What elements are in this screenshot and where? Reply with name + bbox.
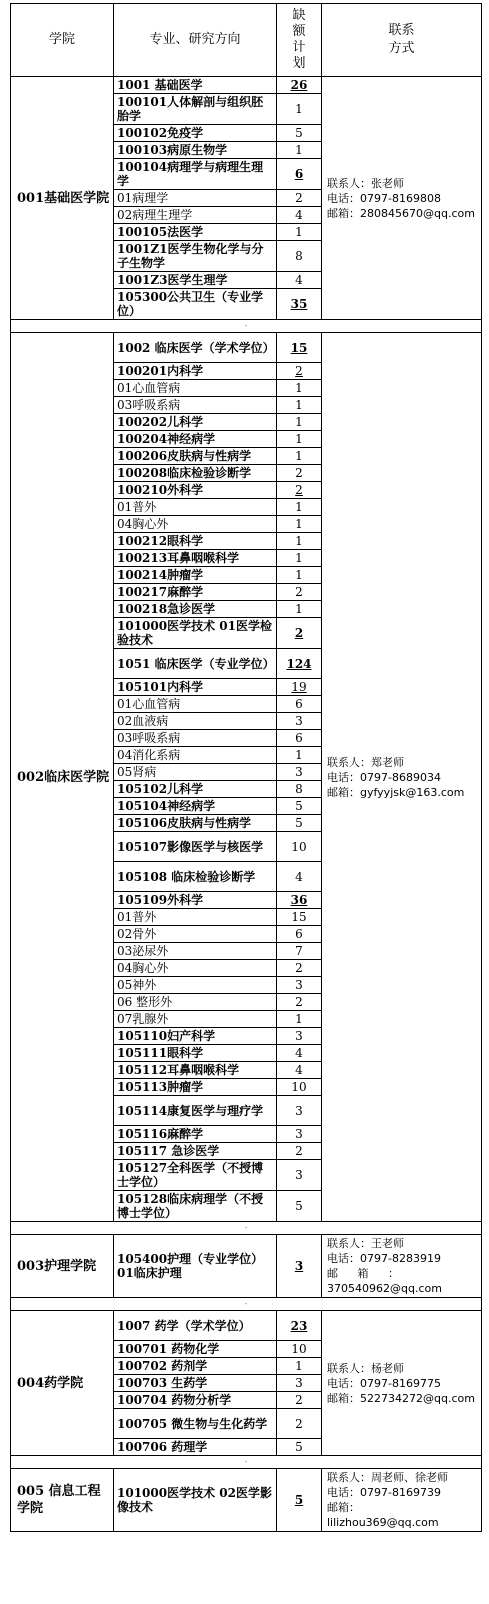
contact-email: lilizhou369@qq.com [327, 1516, 439, 1529]
quota-cell: 4 [277, 1045, 322, 1062]
separator-mark: - [11, 1298, 482, 1311]
quota-cell: 1 [277, 516, 322, 533]
separator-mark: - [11, 320, 482, 333]
major-cell: 02骨外 [114, 926, 277, 943]
table-row [11, 1469, 482, 1532]
major-cell: 100213耳鼻咽喉科学 [114, 550, 277, 567]
quota-cell: 3 [277, 1235, 322, 1298]
major-cell: 100102免疫学 [114, 125, 277, 142]
quota-cell: 2 [277, 960, 322, 977]
major-cell: 1007 药学（学术学位） [114, 1311, 277, 1341]
major-cell: 105108 临床检验诊断学 [114, 862, 277, 892]
major-cell: 03呼吸系病 [114, 730, 277, 747]
major-cell: 105117 急诊医学 [114, 1143, 277, 1160]
major-cell: 105111眼科学 [114, 1045, 277, 1062]
quota-cell: 1 [277, 533, 322, 550]
header-major: 专业、研究方向 [114, 4, 277, 77]
contact-person: 联系人：郑老师 [327, 755, 404, 769]
quota-cell: 6 [277, 159, 322, 190]
major-cell: 100105法医学 [114, 224, 277, 241]
major-cell: 101000医学技术 02医学影像技术 [114, 1469, 277, 1532]
major-cell: 02血液病 [114, 713, 277, 730]
major-cell: 01普外 [114, 499, 277, 516]
quota-cell: 1 [277, 499, 322, 516]
quota-cell: 2 [277, 618, 322, 649]
major-cell: 105300公共卫生（专业学位） [114, 289, 277, 320]
major-cell: 105107影像医学与核医学 [114, 832, 277, 862]
major-cell: 04胸心外 [114, 960, 277, 977]
quota-cell: 10 [277, 1079, 322, 1096]
quota-cell: 15 [277, 333, 322, 363]
contact-email-label: 邮箱： [327, 1501, 360, 1514]
separator-mark: - [11, 1222, 482, 1235]
contact-phone: 电话：0797-8169739 [327, 1486, 441, 1499]
contact-info [322, 77, 482, 320]
major-cell: 07乳腺外 [114, 1011, 277, 1028]
quota-cell: 3 [277, 977, 322, 994]
quota-cell: 3 [277, 1375, 322, 1392]
contact-phone: 电话：0797-8169775 [327, 1376, 441, 1390]
contact-email: 邮箱：gyfyyjsk@163.com [327, 785, 465, 799]
quota-cell: 6 [277, 730, 322, 747]
table-row [11, 77, 482, 94]
major-cell: 01普外 [114, 909, 277, 926]
quota-cell: 1 [277, 567, 322, 584]
contact-info [322, 1311, 482, 1456]
header-row [11, 4, 482, 77]
major-cell: 1051 临床医学（专业学位） [114, 649, 277, 679]
major-cell: 100703 生药学 [114, 1375, 277, 1392]
quota-cell: 23 [277, 1311, 322, 1341]
quota-cell: 3 [277, 1126, 322, 1143]
college-name: 002临床医学院 [11, 333, 114, 1222]
quota-cell: 3 [277, 1028, 322, 1045]
major-cell: 100103病原生物学 [114, 142, 277, 159]
quota-cell: 1 [277, 380, 322, 397]
quota-cell: 5 [277, 1191, 322, 1222]
major-cell: 100706 药理学 [114, 1439, 277, 1456]
table-row [11, 333, 482, 363]
contact-email: 邮箱：280845670@qq.com [327, 206, 475, 220]
quota-cell: 1 [277, 414, 322, 431]
quota-cell: 36 [277, 892, 322, 909]
header-quota: 缺 额 计 划 [277, 4, 322, 77]
quota-cell: 1 [277, 224, 322, 241]
quota-cell: 2 [277, 1409, 322, 1439]
major-cell: 100212眼科学 [114, 533, 277, 550]
quota-cell: 6 [277, 926, 322, 943]
contact-phone: 电话：0797-8283919 [327, 1252, 441, 1265]
major-cell: 100202儿科学 [114, 414, 277, 431]
quota-cell: 1 [277, 448, 322, 465]
major-cell: 02病理生理学 [114, 207, 277, 224]
quota-cell: 1 [277, 142, 322, 159]
major-cell: 100218急诊医学 [114, 601, 277, 618]
major-cell: 1001 基础医学 [114, 77, 277, 94]
college-name: 004药学院 [11, 1311, 114, 1456]
major-cell: 100104病理学与病理生理学 [114, 159, 277, 190]
quota-cell: 2 [277, 584, 322, 601]
quota-cell: 3 [277, 1096, 322, 1126]
major-cell: 105101内科学 [114, 679, 277, 696]
contact-email-label: 邮 箱 ： [327, 1267, 407, 1280]
contact-person: 联系人：张老师 [327, 176, 404, 190]
quota-cell: 35 [277, 289, 322, 320]
quota-cell: 26 [277, 77, 322, 94]
major-cell: 105114康复医学与理疗学 [114, 1096, 277, 1126]
separator-mark: - [11, 1456, 482, 1469]
major-cell: 105116麻醉学 [114, 1126, 277, 1143]
major-cell: 100214肿瘤学 [114, 567, 277, 584]
quota-cell: 124 [277, 649, 322, 679]
quota-cell: 7 [277, 943, 322, 960]
quota-cell: 1 [277, 747, 322, 764]
quota-cell: 10 [277, 1341, 322, 1358]
major-cell: 105400护理（专业学位） 01临床护理 [114, 1235, 277, 1298]
quota-cell: 3 [277, 764, 322, 781]
major-cell: 1001Z3医学生理学 [114, 272, 277, 289]
major-cell: 105110妇产科学 [114, 1028, 277, 1045]
major-cell: 105112耳鼻咽喉科学 [114, 1062, 277, 1079]
quota-cell: 4 [277, 207, 322, 224]
major-cell: 100206皮肤病与性病学 [114, 448, 277, 465]
quota-cell: 1 [277, 550, 322, 567]
contact-email: 邮箱：5227342​72@qq.com [327, 1391, 475, 1405]
major-cell: 1001Z1医学生物化学与分子生物学 [114, 241, 277, 272]
major-cell: 100204神经病学 [114, 431, 277, 448]
major-cell: 06 整形外 [114, 994, 277, 1011]
quota-cell: 8 [277, 241, 322, 272]
major-cell: 105109外科学 [114, 892, 277, 909]
major-cell: 01病理学 [114, 190, 277, 207]
quota-cell: 15 [277, 909, 322, 926]
quota-cell: 1 [277, 397, 322, 414]
quota-cell: 5 [277, 1469, 322, 1532]
contact-email: 370540962@qq.com [327, 1282, 442, 1295]
quota-cell: 1 [277, 94, 322, 125]
major-cell: 105106皮肤病与性病学 [114, 815, 277, 832]
quota-cell: 1 [277, 431, 322, 448]
table-row [11, 1235, 482, 1298]
major-cell: 05神外 [114, 977, 277, 994]
quota-cell: 4 [277, 272, 322, 289]
major-cell: 101000医学技术 01医学检验技术 [114, 618, 277, 649]
major-cell: 105127全科医学（不授博士学位） [114, 1160, 277, 1191]
quota-cell: 5 [277, 125, 322, 142]
quota-cell: 2 [277, 482, 322, 499]
quota-cell: 8 [277, 781, 322, 798]
major-cell: 100701 药物化学 [114, 1341, 277, 1358]
quota-cell: 2 [277, 1392, 322, 1409]
quota-cell: 3 [277, 1160, 322, 1191]
quota-cell: 2 [277, 190, 322, 207]
contact-person: 联系人：周老师、徐老师 [327, 1471, 448, 1484]
major-cell: 04消化系病 [114, 747, 277, 764]
quota-cell: 3 [277, 713, 322, 730]
major-cell: 105104神经病学 [114, 798, 277, 815]
contact-info [322, 1235, 482, 1298]
quota-cell: 2 [277, 363, 322, 380]
college-name: 005 信息工程学院 [11, 1469, 114, 1532]
quota-cell: 2 [277, 465, 322, 482]
major-cell: 03泌尿外 [114, 943, 277, 960]
quota-cell: 4 [277, 862, 322, 892]
major-cell: 1002 临床医学（学术学位） [114, 333, 277, 363]
major-cell: 100210外科学 [114, 482, 277, 499]
major-cell: 04胸心外 [114, 516, 277, 533]
table-row [11, 1311, 482, 1341]
contact-phone: 电话：0797-8169808 [327, 191, 441, 205]
contact-person: 联系人：杨老师 [327, 1361, 404, 1375]
quota-cell: 2 [277, 1143, 322, 1160]
major-cell: 05肾病 [114, 764, 277, 781]
enrollment-table [10, 3, 482, 1532]
quota-cell: 5 [277, 1439, 322, 1456]
quota-cell: 4 [277, 1062, 322, 1079]
quota-cell: 1 [277, 1358, 322, 1375]
quota-cell: 6 [277, 696, 322, 713]
major-cell: 100702 药剂学 [114, 1358, 277, 1375]
major-cell: 100201内科学 [114, 363, 277, 380]
quota-cell: 2 [277, 994, 322, 1011]
major-cell: 100101人体解剖与组织胚胎学 [114, 94, 277, 125]
major-cell: 105113肿瘤学 [114, 1079, 277, 1096]
major-cell: 01心血管病 [114, 696, 277, 713]
separator-row [11, 1222, 482, 1235]
quota-cell: 5 [277, 798, 322, 815]
quota-cell: 19 [277, 679, 322, 696]
separator-row [11, 320, 482, 333]
major-cell: 105128临床病理学（不授博士学位） [114, 1191, 277, 1222]
college-name: 001基础医学院 [11, 77, 114, 320]
quota-cell: 1 [277, 1011, 322, 1028]
quota-cell: 10 [277, 832, 322, 862]
header-college: 学院 [11, 4, 114, 77]
contact-phone: 电话：0797-8689034 [327, 770, 441, 784]
contact-info [322, 1469, 482, 1532]
quota-cell: 1 [277, 601, 322, 618]
separator-row [11, 1298, 482, 1311]
major-cell: 100217麻醉学 [114, 584, 277, 601]
college-name: 003护理学院 [11, 1235, 114, 1298]
major-cell: 03呼吸系病 [114, 397, 277, 414]
contact-person: 联系人：王老师 [327, 1237, 404, 1250]
major-cell: 100705 微生物与生化药学 [114, 1409, 277, 1439]
separator-row [11, 1456, 482, 1469]
major-cell: 100704 药物分析学 [114, 1392, 277, 1409]
major-cell: 01心血管病 [114, 380, 277, 397]
major-cell: 105102儿科学 [114, 781, 277, 798]
major-cell: 100208临床检验诊断学 [114, 465, 277, 482]
header-contact: 联系 方式 [322, 4, 482, 77]
contact-info [322, 333, 482, 1222]
quota-cell: 5 [277, 815, 322, 832]
